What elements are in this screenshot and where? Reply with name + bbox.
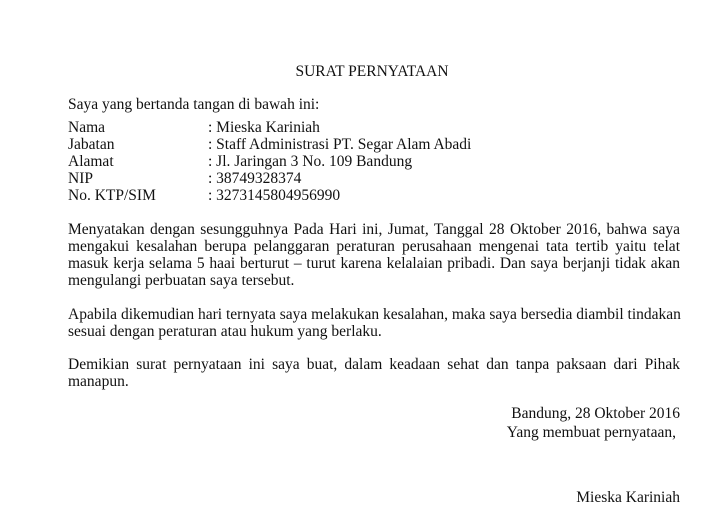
letter-title: SURAT PERNYATAAN [295,63,449,80]
identity-table [68,119,471,204]
paragraph-closing [68,356,680,390]
paragraph-consequence [68,306,680,340]
paragraph-line: manapun. [68,373,129,390]
intro-text: Saya yang bertanda tangan di bawah ini: [68,96,320,113]
identity-label: Jabatan [68,136,115,153]
identity-label: No. KTP/SIM [68,187,156,204]
paragraph-statement [68,221,680,289]
paragraph-line: Demikian surat pernyataan ini saya buat, dalam keadaan sehat dan tanpa paksaan dari Pihak [68,356,680,373]
identity-label: Nama [68,119,106,136]
identity-row-position [68,136,471,153]
paragraph-line: masuk kerja selama 5 haai berturut – turut karena kelalaian pribadi. Dan saya berjanji tidak akan [68,255,680,272]
identity-value: : 3273145804956990 [208,187,341,204]
identity-row-ktp [68,187,471,204]
identity-row-nip [68,170,471,187]
place-date: Bandung, 28 Oktober 2016 [511,405,680,422]
paragraph-line: mengakui kesalahan berupa pelanggaran peraturan perusahaan mengenai tata tertib yaitu telat [68,238,680,255]
paragraph-line: mengulangi perbuatan saya tersebut. [68,272,295,289]
signer-name: Mieska Kariniah [576,489,680,506]
paragraph-line: Menyatakan dengan sesungguhnya Pada Hari ini, Jumat, Tanggal 28 Oktober 2016, bahwa saya [68,221,680,238]
identity-value: : Jl. Jaringan 3 No. 109 Bandung [208,153,413,170]
identity-value: : 38749328374 [208,170,302,187]
maker-label: Yang membuat pernyataan, [506,424,676,441]
identity-label: Alamat [68,153,114,170]
identity-label: NIP [68,170,93,187]
paragraph-line: Apabila dikemudian hari ternyata saya melakukan kesalahan, maka saya bersedia diambil tindakan [68,306,681,323]
identity-row-name [68,119,471,136]
identity-value: : Staff Administrasi PT. Segar Alam Abadi [208,136,472,153]
identity-value: : Mieska Kariniah [208,119,320,136]
paragraph-line: sesuai dengan peraturan atau hukum yang berlaku. [68,323,382,340]
identity-row-address [68,153,471,170]
